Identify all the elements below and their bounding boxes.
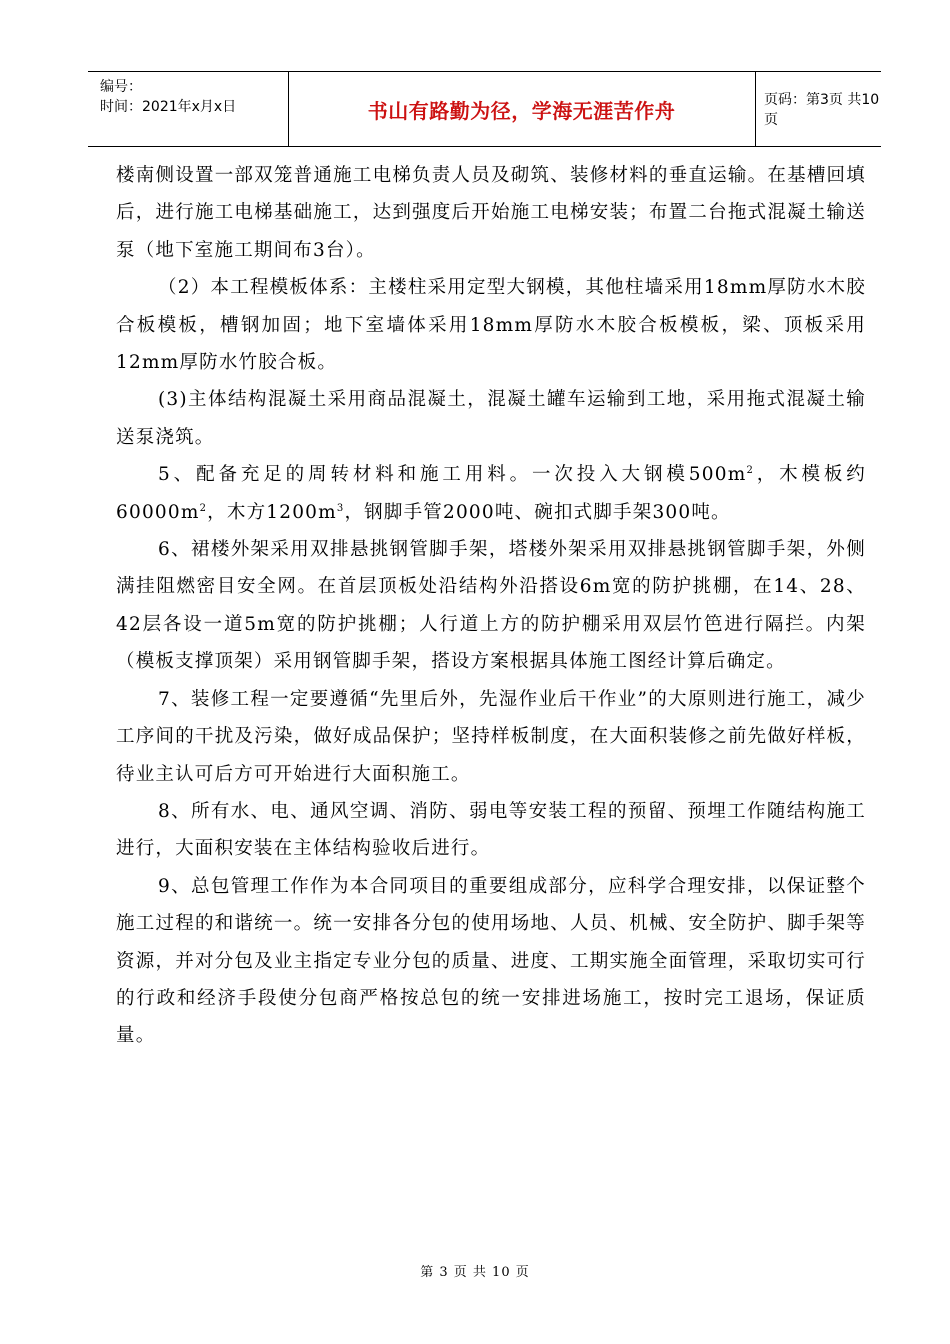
paragraph-scaffolding: 6、裙楼外架采用双排悬挑钢管脚手架，塔楼外架采用双排悬挑钢管脚手架，外侧满挂阻燃密目安全网。在首层顶板处沿结构外沿搭设6m宽的防护挑棚，在14、28、42层各设一道5m宽的防护挑棚；人行道上方的防护棚采用双层竹笆进行隔拦。内架（模板支撑顶架）采用钢管脚手架，搭设方案根据具体施工图经计算后确定。 xyxy=(116,539,866,673)
paragraph-materials xyxy=(116,456,866,531)
superscript-squared: 2 xyxy=(746,465,754,477)
paragraph-management: 9、总包管理工作作为本合同项目的重要组成部分，应科学合理安排，以保证整个施工过程的和谐统一。统一安排各分包的使用场地、人员、机械、安全防护、脚手架等资源，并对分包及业主指定专业分包的质量、进度、工期实施全面管理，采取切实可行的行政和经济手段使分包商严格按总包的统一安排进场施工，按时完工退场，保证质量。 xyxy=(116,875,866,1047)
materials-text-c: ，木方1200m xyxy=(207,501,337,523)
materials-text-b: ，木模板约60000m xyxy=(116,464,866,523)
page-footer: 第 3 页 共 10 页 xyxy=(420,1265,530,1280)
paragraph-concrete: (3)主体结构混凝土采用商品混凝土，混凝土罐车运输到工地，采用拖式混凝土输送泵浇筑。 xyxy=(116,389,866,448)
page-header xyxy=(88,71,881,147)
paragraph-decoration: 7、装修工程一定要遵循“先里后外，先湿作业后干作业”的大原则进行施工，减少工序间的干扰及污染，做好成品保护；坚持样板制度，在大面积装修之前先做好样板，待业主认可后方可开始进行大面积施工。 xyxy=(116,688,866,785)
header-meta xyxy=(100,77,296,117)
materials-text-a: 5、配备充足的周转材料和施工用料。一次投入大钢模500m xyxy=(158,464,747,486)
document-time-label: 时间：2021年x月x日 xyxy=(100,99,237,115)
header-motto: 书山有路勤为径，学海无涯苦作舟 xyxy=(367,98,676,123)
superscript-squared: 2 xyxy=(199,502,208,514)
paragraph-installation: 8、所有水、电、通风空调、消防、弱电等安装工程的预留、预埋工作随结构施工进行，大面积安装在主体结构验收后进行。 xyxy=(116,800,866,860)
document-body xyxy=(116,157,866,1055)
paragraph-formwork: （2）本工程模板体系：主楼柱采用定型大钢模，其他柱墙采用18mm厚防水木胶合板模板，槽钢加固；地下室墙体采用18mm厚防水木胶合板模板，梁、顶板采用12mm厚防水竹胶合板。 xyxy=(116,277,866,374)
superscript-cubed: 3 xyxy=(336,502,345,514)
materials-text-d: ，钢脚手管2000吨、碗扣式脚手架300吨。 xyxy=(344,501,731,523)
paragraph-elevator: 楼南侧设置一部双笼普通施工电梯负责人员及砌筑、装修材料的垂直运输。在基槽回填后，进行施工电梯基础施工，达到强度后开始施工电梯安装；布置二台拖式混凝土输送泵（地下室施工期间布3台）。 xyxy=(116,165,866,261)
header-divider-right xyxy=(755,72,756,146)
document-number-label: 编号： xyxy=(100,79,142,95)
header-page-info: 页码：第3页 共10页 xyxy=(764,92,880,128)
